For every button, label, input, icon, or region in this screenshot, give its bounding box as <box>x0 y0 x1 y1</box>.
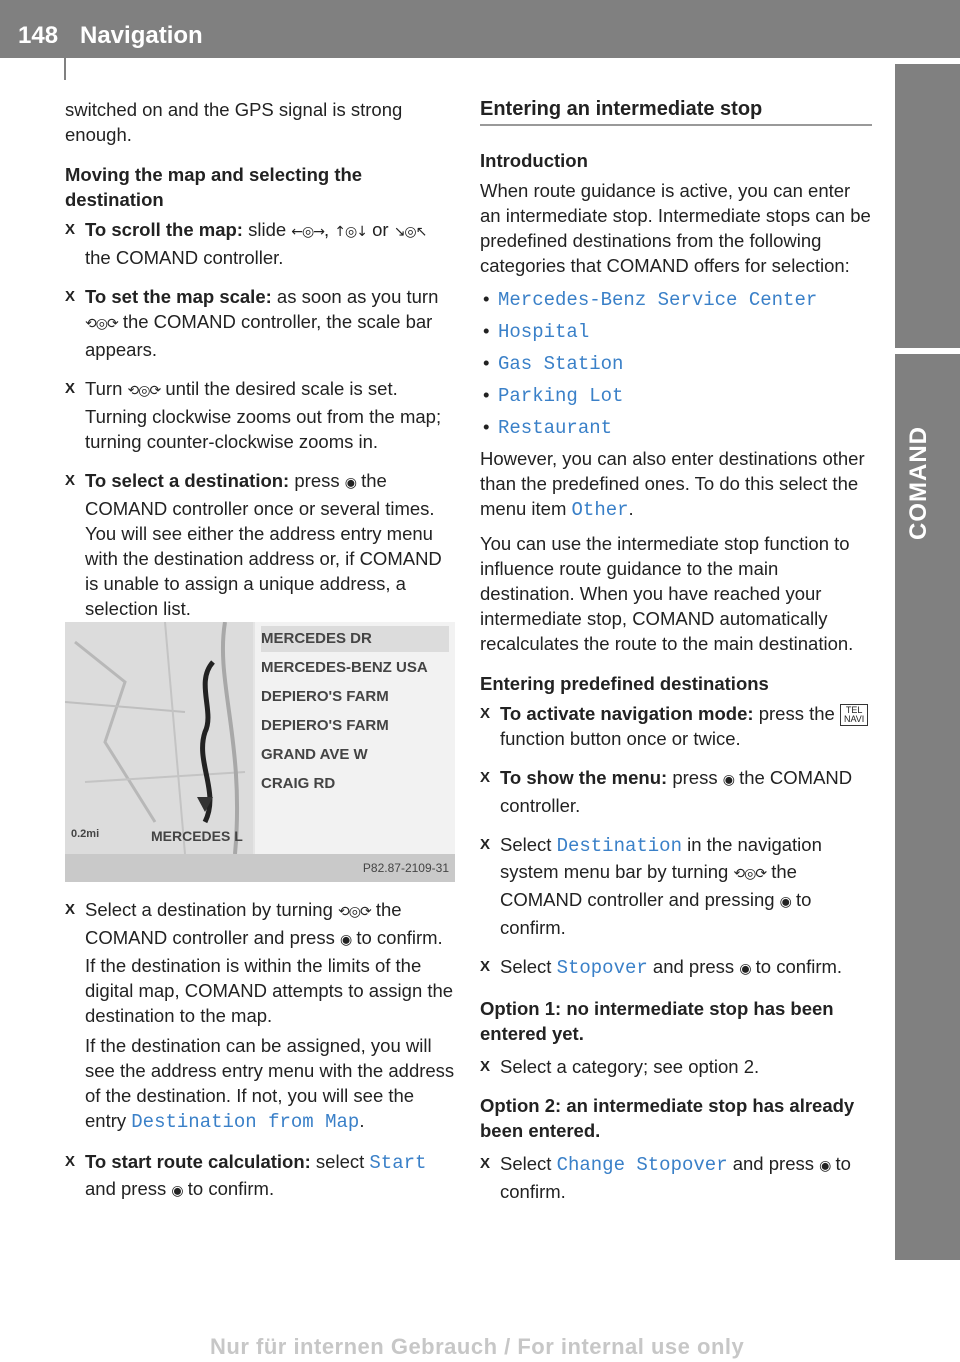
step-text: , <box>323 219 335 240</box>
controller-turn-icon: ⟲◎⟳ <box>338 904 371 920</box>
step-text: to confirm. <box>500 889 812 939</box>
controller-press-icon: ◉ <box>819 1158 831 1175</box>
step-text: to confirm. <box>182 1178 275 1199</box>
figure-footer-strip <box>65 854 455 882</box>
step-text: . <box>359 1110 365 1131</box>
step-text: Select a category; see option 2. <box>500 1056 760 1078</box>
step-scale <box>65 284 455 362</box>
step-arrow-icon: X <box>65 380 76 397</box>
controller-turn-icon: ⟲◎⟳ <box>733 866 767 883</box>
list-item[interactable]: MERCEDES DR <box>261 626 449 652</box>
map-scale-label: 0.2mi <box>71 828 100 840</box>
category-label: Restaurant <box>498 417 613 439</box>
step-select-destination <box>480 832 872 940</box>
step-text: and press <box>85 1178 172 1199</box>
step-detail <box>85 1033 455 1135</box>
list-item[interactable]: GRAND AVE W <box>261 746 368 763</box>
section-heading: Entering an intermediate stop <box>480 97 872 126</box>
step-label: To start route calculation: <box>85 1151 311 1172</box>
step-text: Select <box>500 956 557 978</box>
subheading: Moving the map and selecting the destination <box>65 164 363 210</box>
subheading: Introduction <box>480 150 588 171</box>
step-arrow-icon: X <box>480 836 491 854</box>
right-column <box>480 97 872 1218</box>
step-text: and press <box>727 1153 820 1175</box>
step-text: in the navigation system menu bar by turning <box>500 834 822 883</box>
side-tab-label <box>905 500 933 540</box>
paragraph: When route guidance is active, you can enter an intermediate stop. Intermediate stops can be predefined destinations from the following categories that COMAND offers for selection: <box>480 180 871 276</box>
subheading: Option 1: no intermediate stop has been entered yet. <box>480 998 834 1045</box>
button-label: TEL <box>845 705 863 716</box>
list-item[interactable]: DEPIERO'S FARM <box>261 688 389 705</box>
step-show-menu <box>480 765 872 818</box>
step-text: the COMAND controller, the scale bar appears. <box>85 311 433 360</box>
navigation-screenshot <box>65 622 455 882</box>
step-label: To activate navigation mode: <box>500 703 754 724</box>
map-roads-icon <box>65 622 253 854</box>
section-title: Navigation <box>80 22 203 49</box>
step-text: function button once or twice. <box>500 728 741 750</box>
step-text: Select <box>500 1153 557 1175</box>
controller-press-icon: ◉ <box>339 932 352 948</box>
left-column <box>65 97 455 635</box>
paragraph <box>480 446 872 523</box>
menu-entry-label: Destination <box>556 835 682 858</box>
step-text: until the desired scale is set. <box>160 378 398 399</box>
list-item <box>480 414 872 441</box>
step-arrow-icon: X <box>480 769 491 787</box>
category-label: Parking Lot <box>498 385 624 407</box>
step-text: Turn <box>85 378 128 399</box>
menu-entry-label: Start <box>369 1152 427 1174</box>
step-text: press the <box>753 703 840 724</box>
menu-entry-label: Destination from Map <box>131 1111 360 1133</box>
category-label: Mercedes-Benz Service Center <box>498 289 818 311</box>
controller-press-icon: ◉ <box>171 1183 183 1199</box>
step-text: slide <box>242 219 292 240</box>
controller-turn-icon: ⟲◎⟳ <box>85 316 118 332</box>
step-select-stopover <box>480 954 872 982</box>
step-text: the COMAND controller. <box>85 247 284 268</box>
step-text: the COMAND controller. <box>500 767 853 817</box>
tel-navi-button-icon <box>840 704 868 726</box>
step-scroll <box>65 217 455 270</box>
step-arrow-icon: X <box>65 221 76 238</box>
paragraph-text: However, you can also enter destinations other than the predefined ones. To do this select the menu item <box>480 448 865 519</box>
category-list <box>480 286 872 441</box>
category-label: Hospital <box>498 321 590 343</box>
list-item <box>480 318 872 345</box>
footer-watermark: Nur für internen Gebrauch / For internal use only <box>210 1334 745 1359</box>
step-label: To scroll the map: <box>85 219 243 240</box>
side-tab-gap <box>895 58 960 64</box>
step-text: select <box>310 1151 370 1172</box>
step-route <box>65 1149 455 1204</box>
paragraph-text: . <box>628 498 634 519</box>
side-tab-bar <box>895 0 960 1260</box>
list-item <box>480 382 872 409</box>
map-image <box>65 622 253 854</box>
header-divider <box>64 0 66 80</box>
step-text: press <box>289 470 345 491</box>
step-text: and press <box>647 956 740 978</box>
step-nav-mode <box>480 701 872 751</box>
step-arrow-icon: X <box>480 958 491 976</box>
step-label: To set the map scale: <box>85 286 272 307</box>
page-number: 148 <box>18 22 59 49</box>
step-text: to confirm. <box>500 1153 851 1203</box>
step-arrow-icon: X <box>65 1153 76 1170</box>
step-text: If the destination can be assigned, you will see the address entry menu with the address of the destination. If not, you will see the entry <box>85 1035 455 1131</box>
list-item <box>480 350 872 377</box>
controller-turn-icon: ⟲◎⟳ <box>127 383 161 399</box>
step-text: Select a destination by turning <box>85 899 338 920</box>
figure-reference-code: P82.87-2109-31 <box>362 861 449 875</box>
step-arrow-icon: X <box>65 472 76 489</box>
left-column-continued <box>65 897 455 1218</box>
controller-slide-icon: ←◎→ <box>291 224 324 240</box>
step-label: To show the menu: <box>500 767 668 789</box>
paragraph: You can use the intermediate stop function to influence route guidance to the main destination. When you have reached your intermediate stop, COMAND automatically recalculates the route to the main destination. <box>480 533 854 654</box>
step-text: the COMAND controller and press <box>85 899 402 948</box>
list-item[interactable]: DEPIERO'S FARM <box>261 717 389 734</box>
menu-entry-label: Stopover <box>556 957 648 980</box>
controller-press-icon: ◉ <box>779 894 791 911</box>
subheading: Entering predefined destinations <box>480 673 769 694</box>
list-item <box>480 286 872 313</box>
step-arrow-icon: X <box>65 901 76 918</box>
step-text: to confirm. <box>750 956 843 978</box>
controller-slide-icon: ↑◎↓ <box>334 224 367 240</box>
list-item[interactable]: MERCEDES-BENZ USA <box>261 659 428 676</box>
paragraph: switched on and the GPS signal is strong enough. <box>65 99 403 145</box>
step-option2 <box>480 1151 872 1204</box>
map-road-label: MERCEDES L <box>151 828 243 844</box>
step-option1 <box>480 1054 872 1079</box>
side-tab-gap <box>895 348 960 354</box>
button-label: NAVI <box>843 714 865 725</box>
step-text: or <box>366 219 394 240</box>
selection-list <box>255 622 455 854</box>
step-label: To select a destination: <box>85 470 290 491</box>
step-text: the COMAND controller once or several times. You will see either the address entry menu with the destination address or, if COMAND is unable to assign a unique address, a selection list. <box>85 470 442 619</box>
step-text: as soon as you turn <box>271 286 439 307</box>
list-item[interactable]: CRAIG RD <box>261 775 336 792</box>
step-text: If the destination is within the limits of the digital map, COMAND attempts to assign the destination to the map. <box>85 955 454 1026</box>
step-turn <box>65 376 455 454</box>
step-arrow-icon: X <box>480 705 491 722</box>
subheading: Option 2: an intermediate stop has already been entered. <box>480 1095 855 1142</box>
controller-press-icon: ◉ <box>344 475 356 491</box>
step-text: Turning clockwise zooms out from the map; turning counter-clockwise zooms in. <box>85 406 442 452</box>
controller-press-icon: ◉ <box>739 961 751 978</box>
step-choose <box>65 897 455 1135</box>
step-arrow-icon: X <box>480 1155 491 1173</box>
step-select <box>65 468 455 621</box>
step-text: to confirm. <box>351 927 443 948</box>
step-arrow-icon: X <box>65 288 76 305</box>
controller-press-icon: ◉ <box>722 772 734 789</box>
category-label: Gas Station <box>498 353 624 375</box>
menu-entry-label: Change Stopover <box>556 1154 728 1177</box>
step-arrow-icon: X <box>480 1058 491 1076</box>
menu-entry-label: Other <box>571 499 629 521</box>
step-text: press <box>667 767 723 789</box>
controller-slide-icon: ↘◎↖ <box>393 224 427 240</box>
step-text: Select <box>500 834 557 856</box>
step-text: the COMAND controller and pressing <box>500 861 797 911</box>
